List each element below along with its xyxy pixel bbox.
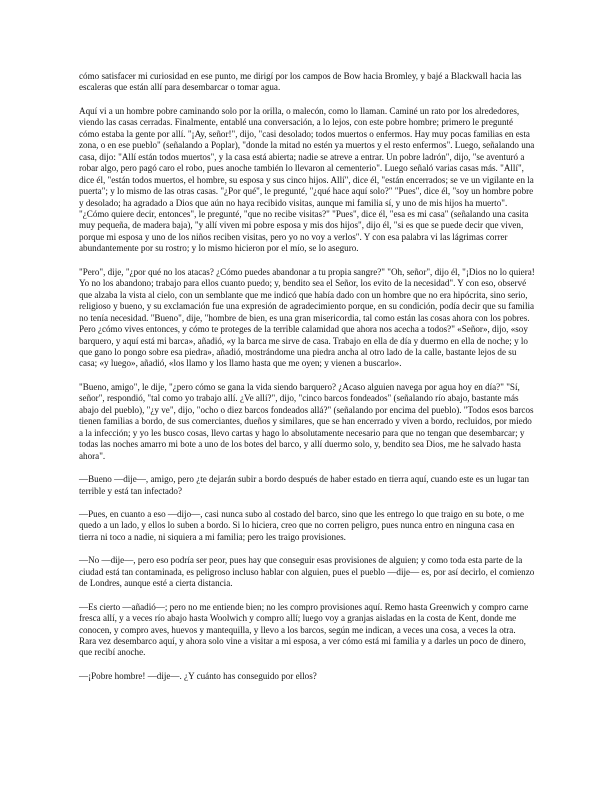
document-page xyxy=(79,71,535,694)
paragraph-5: —Bueno —dije—, amigo, pero ¿te dejarán subir a bordo después de haber estado en tierra aquí, cuando este es un lugar tan terrible y está tan infectado? xyxy=(79,474,529,496)
paragraph-9: —¡Pobre hombre! —dije—. ¿Y cuánto has conseguido por ellos? xyxy=(79,670,317,681)
paragraph-1: cómo satisfacer mi curiosidad en ese punto, me dirigí por los campos de Bow hacia Bromley, y bajé a Blackwall hacia las escaleras que están allí para desembarcar o tomar agua. xyxy=(79,71,522,93)
paragraph-2: Aquí vi a un hombre pobre caminando solo por la orilla, o malecón, como lo llaman. Caminé un rato por los alrededores, viendo las casas cerradas. Finalmente, entablé una conversación, a lo lejos, con este pobre hombre; primero le pregunté cómo estaba la gente por allí. "¡Ay, señor!", dijo, "casi desolado; todos muertos o enfermos. Hay muy pocas familias en esta zona, o en ese pueblo" (señalando a Poplar), "donde la mitad no estén ya muertos y el resto enfermos". Luego, señalando una casa, dijo: "Allí están todos muertos", y la casa está abierta; nadie se atreve a entrar. Un pobre ladrón", dijo, "se aventuró a robar algo, pero pagó caro el robo, pues anoche también lo llevaron al cementerio". Luego señaló varias casas más. "Allí", dice él, "están todos muertos, el hombre, su esposa y sus cinco hijos. Allí", dice él, "están encerrados; se ve un vigilante en la puerta"; y lo mismo de las otras casas. "¿Por qué", le pregunté, "¿qué hace aquí solo?" "Pues", dice él, "soy un hombre pobre y desolado; ha agradado a Dios que aún no haya recibido visitas, aunque mi familia sí, y uno de mis hijos ha muerto". "¿Cómo quiere decir, entonces", le pregunté, "que no recibe visitas?" "Pues", dice él, "esa es mi casa" (señalando una casita muy pequeña, de madera baja), "y allí viven mi pobre esposa y mis dos hijos", dijo él, "si es que se puede decir que viven, porque mi esposa y uno de los niños reciben visitas, pero yo no voy a verlos". Y con esa palabra vi las lágrimas correr abundantemente por su rostro; y lo mismo hicieron por el mío, se lo aseguro. xyxy=(79,105,535,254)
paragraph-7: —No —dije—, pero eso podría ser peor, pues hay que conseguir esas provisiones de alguien; y como toda esta parte de la ciudad está tan contaminada, es peligroso incluso hablar con alguien, pues el pueblo —dije— es, por así decirlo, el comienzo de Londres, aunque esté a cierta distancia. xyxy=(79,555,535,589)
paragraph-6: —Pues, en cuanto a eso —dijo—, casi nunca subo al costado del barco, sino que les entrego lo que traigo en su bote, o me quedo a un lado, y ellos lo suben a bordo. Si lo hiciera, creo que no corren peligro, pues nunca entro en ninguna casa en tierra ni toco a nadie, ni siquiera a mi familia; pero les traigo provisiones. xyxy=(79,508,524,542)
paragraph-4: "Bueno, amigo", le dije, "¿pero cómo se gana la vida siendo barquero? ¿Acaso alguien navega por agua hoy en día?" "Sí, señor", respondió, "tal como yo trabajo allí. ¿Ve allí?", dijo, "cinco barcos fondeados" (señalando río abajo, bastante más abajo del pueblo), "¿y ve", dijo, "ocho o diez barcos fondeados allá?" (señalando por encima del pueblo). "Todos esos barcos tienen familias a bordo, de sus comerciantes, dueños y similares, que se han encerrado y viven a bordo, recluidos, por miedo a la infección; y yo les busco cosas, llevo cartas y hago lo absolutamente necesario para que no tengan que desembarcar; y todas las noches amarro mi bote a uno de los botes del barco, y allí duermo solo, y, bendito sea Dios, me he salvado hasta ahora". xyxy=(79,381,534,461)
paragraph-3: "Pero", dije, "¿por qué no los atacas? ¿Cómo puedes abandonar a tu propia sangre?" "Oh, señor", dijo él, "¡Dios no lo quiera! Yo no los abandono; trabajo para ellos cuanto puedo; y, bendito sea el Señor, los evito de la necesidad". Y con eso, observé que alzaba la vista al cielo, con un semblante que me indicó que había dado con un hombre que no era hipócrita, sino serio, religioso y bueno, y su exclamación fue una expresión de agradecimiento porque, en su condición, podía decir que su familia no tenía necesidad. "Bueno", dije, "hombre de bien, es una gran misericordia, tal como están las cosas ahora con los pobres. Pero ¿cómo vives entonces, y cómo te proteges de la terrible calamidad que ahora nos acecha a todos?" «Señor», dijo, «soy barquero, y aquí está mi barca», añadió, «y la barca me sirve de casa. Trabajo en ella de día y duermo en ella de noche; y lo que gano lo pongo sobre esa piedra», añadió, mostrándome una piedra ancha al otro lado de la calle, bastante lejos de su casa; «y luego», añadió, «los llamo y los llamo hasta que me oyen; y vienen a buscarlo». xyxy=(79,266,535,369)
paragraph-8: —Es cierto —añadió—; pero no me entiende bien; no les compro provisiones aquí. Remo hasta Greenwich y compro carne fresca allí, y a veces río abajo hasta Woolwich y compro allí; luego voy a granjas aisladas en la costa de Kent, donde me conocen, y compro aves, huevos y mantequilla, y llevo a los barcos, según me indican, a veces una cosa, a veces la otra. Rara vez desembarco aquí, y ahora solo vine a visitar a mi esposa, a ver cómo está mi familia y a darles un poco de dinero, que recibí anoche. xyxy=(79,601,529,658)
